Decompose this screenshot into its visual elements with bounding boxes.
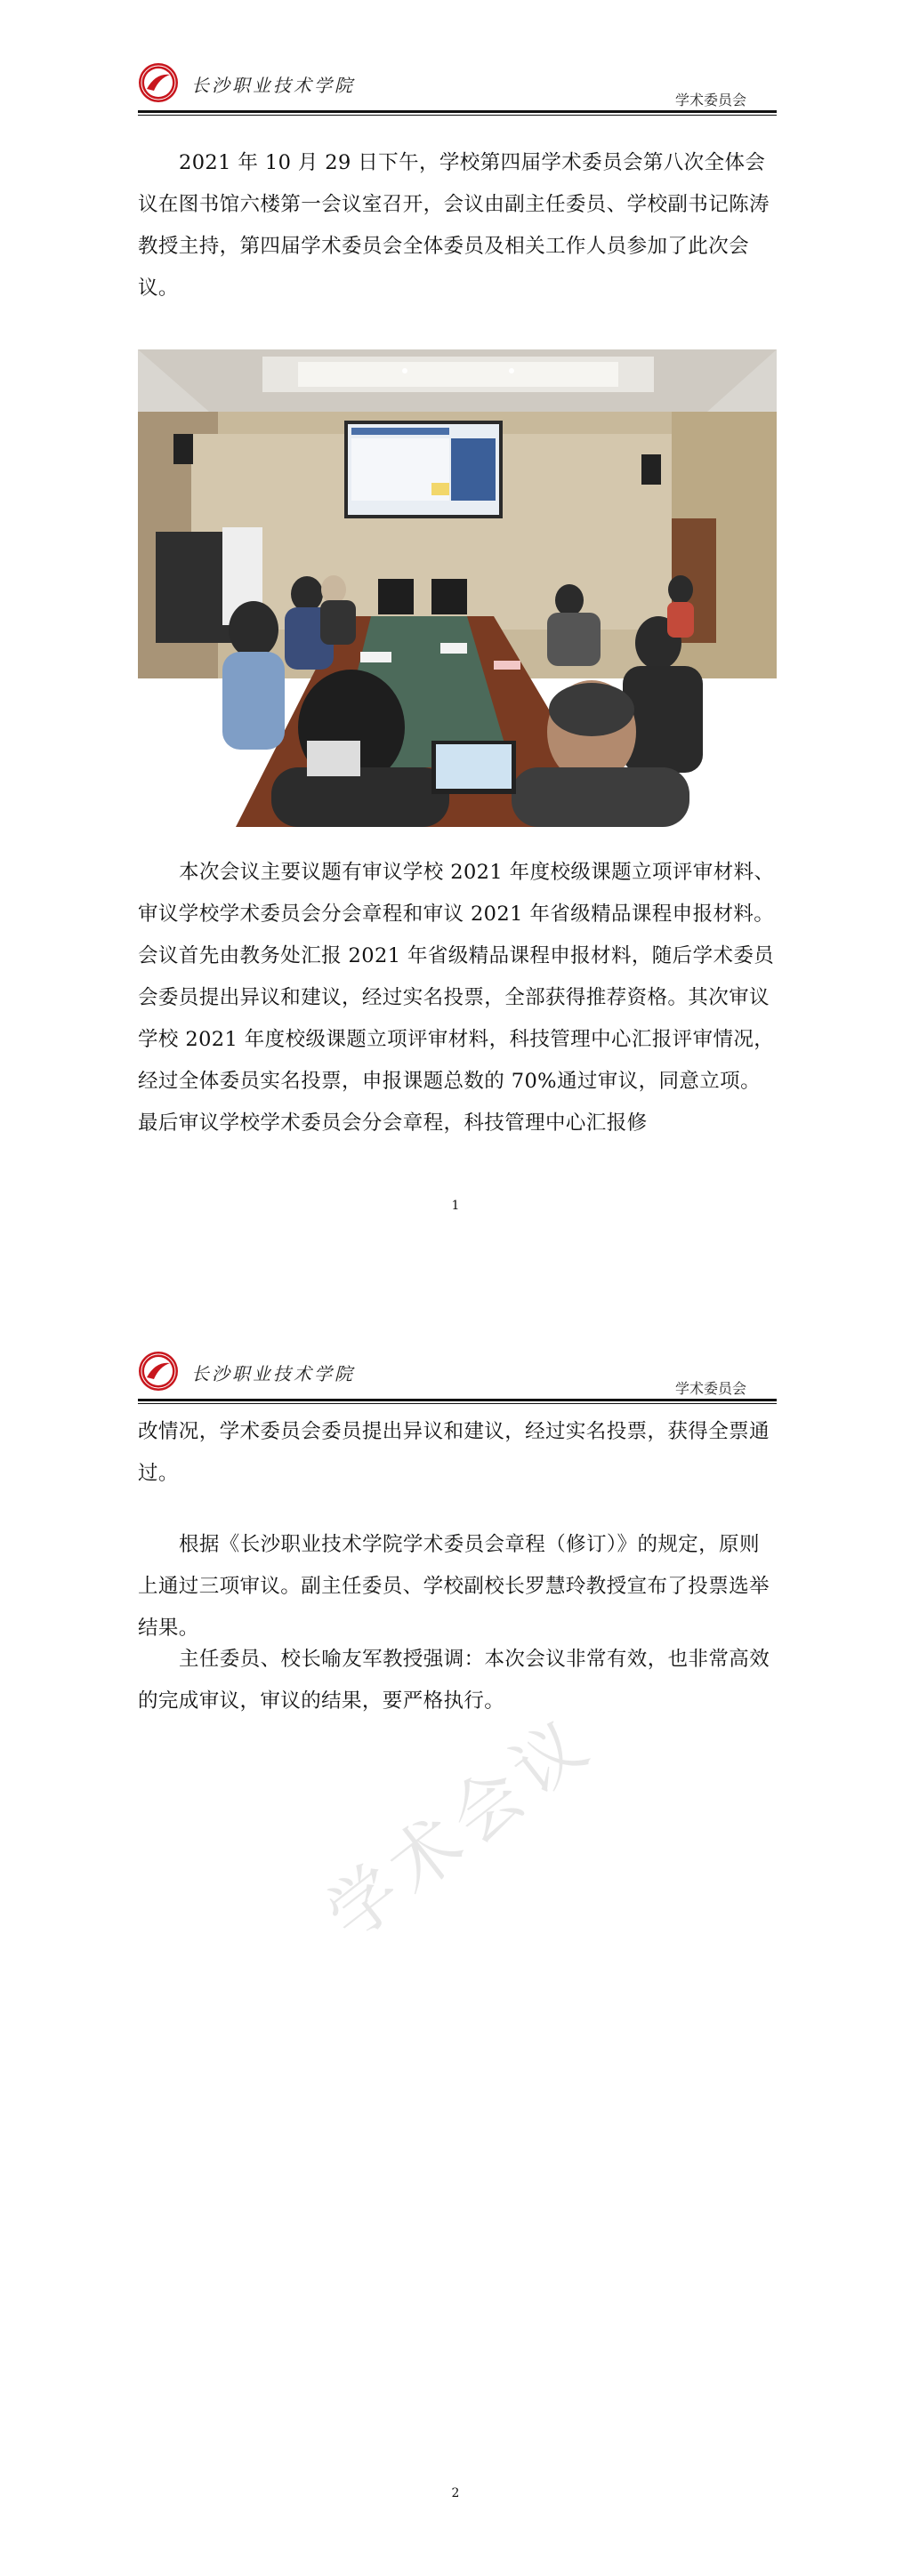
page-number: 1 bbox=[451, 1199, 460, 1213]
agenda-paragraph: 本次会议主要议题有审议学校 2021 年度校级课题立项评审材料、审议学校学术委员会分会章程和审议 2021 年省级精品课程申报材料。会议首先由教务处汇报 2021 年省级精品课程申报材料，随后学术委员会委员提出异议和建议，经过实名投票，全部获得推荐资格。其次审议学校 2021 年度校级课题立项评审材料，科技管理中心汇报评审情况，经过全体委员实名投票，申报课题总数的 70%通过审议，同意立项。最后审议学校学术委员会分会章程，科技管理中心汇报修 bbox=[138, 861, 775, 1135]
meeting-room-image bbox=[138, 349, 777, 827]
closing-paragraph: 主任委员、校长喻友军教授强调：本次会议非常有效，也非常高效的完成审议，审议的结果，要严格执行。 bbox=[138, 1648, 770, 1713]
intro-paragraph: 2021 年 10 月 29 日下午，学校第四届学术委员会第八次全体会议在图书馆六楼第一会议室召开，会议由副主任委员、学校副书记陈涛教授主持，第四届学术委员会全体委员及相关工作人员参加了此次会议。 bbox=[138, 151, 770, 300]
continued-paragraph: 改情况，学术委员会委员提出异议和建议，经过实名投票，获得全票通过。 bbox=[138, 1420, 770, 1485]
school-name: 长沙职业技术学院 bbox=[191, 75, 355, 96]
page-header bbox=[138, 53, 777, 116]
rules-paragraph: 根据《长沙职业技术学院学术委员会章程（修订）》的规定，原则上通过三项审议。副主任委员、学校副校长罗慧玲教授宣布了投票选举结果。 bbox=[138, 1533, 770, 1640]
header-rule-thin bbox=[138, 115, 777, 116]
document-page-2 bbox=[0, 1288, 911, 2576]
header-rule-thin bbox=[138, 1403, 777, 1404]
school-logo-icon bbox=[138, 62, 179, 103]
meeting-photo bbox=[138, 349, 777, 827]
header-rule-thick bbox=[138, 110, 777, 113]
page-header bbox=[138, 1342, 777, 1404]
department-label: 学术委员会 bbox=[674, 1380, 746, 1397]
watermark-text: 学术会议 bbox=[312, 1700, 609, 1957]
school-name: 长沙职业技术学院 bbox=[191, 1363, 355, 1384]
page-number: 2 bbox=[451, 2486, 460, 2500]
department-label: 学术委员会 bbox=[674, 92, 746, 108]
header-rule-thick bbox=[138, 1399, 777, 1401]
school-logo-icon bbox=[138, 1351, 179, 1392]
